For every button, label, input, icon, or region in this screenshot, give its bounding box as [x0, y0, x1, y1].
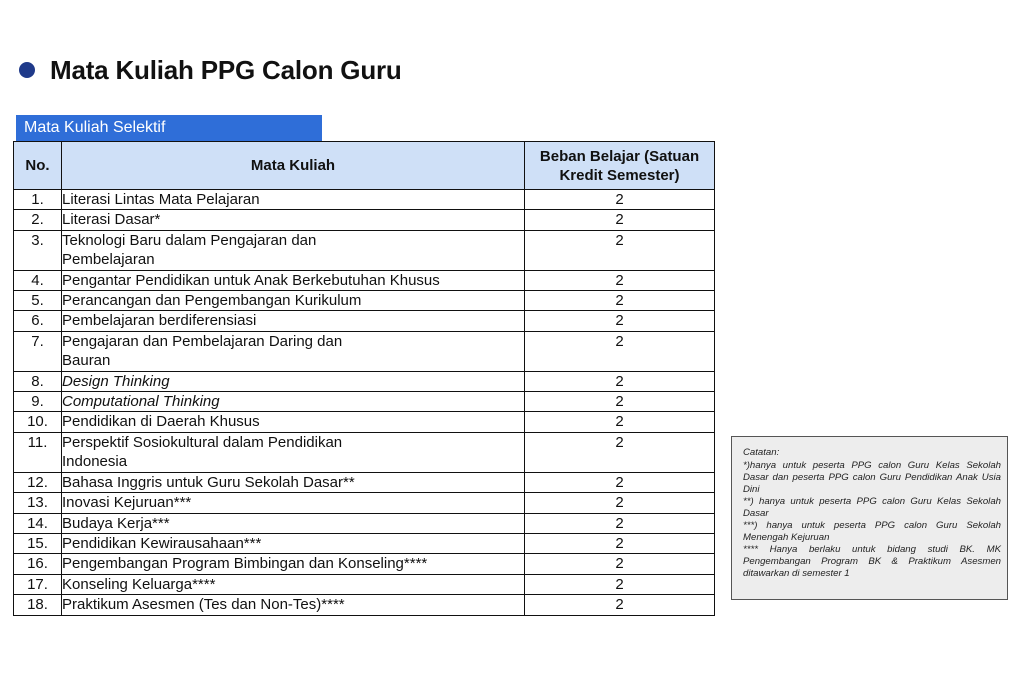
- credit-value: 2: [525, 574, 715, 594]
- row-number: 1.: [14, 190, 62, 210]
- table-row: [14, 432, 715, 472]
- course-name-line: Pengembangan Program Bimbingan dan Konseling****: [62, 555, 428, 573]
- course-name: [62, 533, 525, 553]
- table-row: [14, 311, 715, 331]
- note-item-3: ***) hanya untuk peserta PPG calon Guru Sekolah Menengah Kejuruan: [743, 520, 1001, 543]
- row-number: 15.: [14, 533, 62, 553]
- row-number: 7.: [14, 331, 62, 371]
- course-name: [62, 412, 525, 432]
- table-row: [14, 331, 715, 371]
- row-number: 2.: [14, 210, 62, 230]
- course-name-line: Pembelajaran: [62, 251, 155, 269]
- course-name-line: Perancangan dan Pengembangan Kurikulum: [62, 292, 362, 310]
- course-name: [62, 230, 525, 270]
- course-name-line: Literasi Lintas Mata Pelajaran: [62, 191, 260, 208]
- credit-value: 2: [525, 291, 715, 311]
- table-row: [14, 230, 715, 270]
- row-number: 5.: [14, 291, 62, 311]
- row-number: 17.: [14, 574, 62, 594]
- course-name-line: Praktikum Asesmen (Tes dan Non-Tes)****: [62, 596, 345, 614]
- course-name-line: Design Thinking: [62, 372, 170, 390]
- section-tab-label: Mata Kuliah Selektif: [16, 115, 322, 141]
- table-row: [14, 493, 715, 513]
- credit-value: 2: [525, 595, 715, 615]
- course-name: [62, 595, 525, 615]
- row-number: 4.: [14, 270, 62, 290]
- credit-value: 2: [525, 513, 715, 533]
- row-number: 14.: [14, 513, 62, 533]
- row-number: 16.: [14, 554, 62, 574]
- course-name-line: Inovasi Kejuruan***: [62, 494, 192, 512]
- header-sks-line2: Kredit Semester): [559, 166, 680, 184]
- table-row: [14, 533, 715, 553]
- table-row: [14, 412, 715, 432]
- course-name-line: Budaya Kerja***: [62, 514, 170, 532]
- note-item-1: *)hanya untuk peserta PPG calon Guru Kelas Sekolah Dasar dan peserta PPG calon Guru Pendidikan Anak Usia Dini: [743, 460, 1001, 495]
- course-name: [62, 311, 525, 331]
- course-name-line: Pengajaran dan Pembelajaran Daring dan: [62, 332, 343, 350]
- course-name-line: Perspektif Sosiokultural dalam Pendidikan: [62, 433, 343, 451]
- credit-value: 2: [525, 412, 715, 432]
- course-name-line: Pendidikan Kewirausahaan***: [62, 534, 262, 552]
- course-name-line: Pendidikan di Daerah Khusus: [62, 413, 260, 431]
- course-name: [62, 331, 525, 371]
- header-beban-belajar: [525, 142, 715, 190]
- credit-value: 2: [525, 493, 715, 513]
- bullet-dot-icon: [19, 62, 35, 78]
- row-number: 3.: [14, 230, 62, 270]
- course-name-line: Literasi Dasar*: [62, 211, 161, 229]
- course-name: [62, 392, 525, 412]
- course-name: [62, 513, 525, 533]
- table-row: [14, 291, 715, 311]
- course-table: [13, 141, 715, 616]
- header-sks-line1: Beban Belajar (Satuan: [539, 147, 700, 165]
- course-name-line: Konseling Keluarga****: [62, 575, 216, 593]
- credit-value: 2: [525, 331, 715, 371]
- row-number: 6.: [14, 311, 62, 331]
- credit-value: 2: [525, 230, 715, 270]
- table-row: [14, 270, 715, 290]
- table-row: [14, 392, 715, 412]
- course-name: [62, 371, 525, 391]
- course-name: [62, 493, 525, 513]
- header-mata-kuliah: Mata Kuliah: [62, 142, 525, 190]
- course-name: [62, 554, 525, 574]
- note-item-2: **) hanya untuk peserta PPG calon Guru Kelas Sekolah Dasar: [743, 496, 1001, 519]
- course-name-line: Pengantar Pendidikan untuk Anak Berkebutuhan Khusus: [62, 271, 440, 289]
- page-title: Mata Kuliah PPG Calon Guru: [50, 54, 402, 85]
- row-number: 12.: [14, 472, 62, 492]
- table-header-row: [14, 142, 715, 190]
- course-name: [62, 574, 525, 594]
- course-name: [62, 210, 525, 230]
- table-row: [14, 554, 715, 574]
- course-name: [62, 472, 525, 492]
- row-number: 11.: [14, 432, 62, 472]
- course-name: [62, 291, 525, 311]
- course-name-line: Indonesia: [62, 453, 128, 471]
- credit-value: 2: [525, 311, 715, 331]
- course-name-line: Bauran: [62, 352, 111, 370]
- table-row: [14, 574, 715, 594]
- table-row: [14, 190, 715, 210]
- title-row: [19, 52, 402, 88]
- header-no: No.: [14, 142, 62, 190]
- table-row: [14, 371, 715, 391]
- row-number: 13.: [14, 493, 62, 513]
- table-row: [14, 513, 715, 533]
- credit-value: 2: [525, 554, 715, 574]
- course-name: [62, 270, 525, 290]
- course-name: [62, 190, 525, 210]
- credit-value: 2: [525, 210, 715, 230]
- credit-value: 2: [525, 371, 715, 391]
- notes-box: [731, 436, 1008, 600]
- row-number: 10.: [14, 412, 62, 432]
- course-name: [62, 432, 525, 472]
- course-name-line: Computational Thinking: [62, 393, 220, 411]
- credit-value: 2: [525, 392, 715, 412]
- table-body: [14, 190, 715, 616]
- course-name-line: Bahasa Inggris untuk Guru Sekolah Dasar**: [62, 473, 355, 491]
- credit-value: 2: [525, 190, 715, 210]
- credit-value: 2: [525, 472, 715, 492]
- course-name-line: Pembelajaran berdiferensiasi: [62, 312, 257, 330]
- table-row: [14, 472, 715, 492]
- table-row: [14, 210, 715, 230]
- course-name-line: Teknologi Baru dalam Pengajaran dan: [62, 231, 317, 249]
- note-heading: Catatan:: [743, 447, 780, 458]
- credit-value: 2: [525, 432, 715, 472]
- row-number: 9.: [14, 392, 62, 412]
- row-number: 8.: [14, 371, 62, 391]
- table-row: [14, 595, 715, 615]
- credit-value: 2: [525, 270, 715, 290]
- note-item-4: **** Hanya berlaku untuk bidang studi BK. MK Pengembangan Program BK & Praktikum Asesmen ditawarkan di semester 1: [743, 544, 1001, 579]
- row-number: 18.: [14, 595, 62, 615]
- credit-value: 2: [525, 533, 715, 553]
